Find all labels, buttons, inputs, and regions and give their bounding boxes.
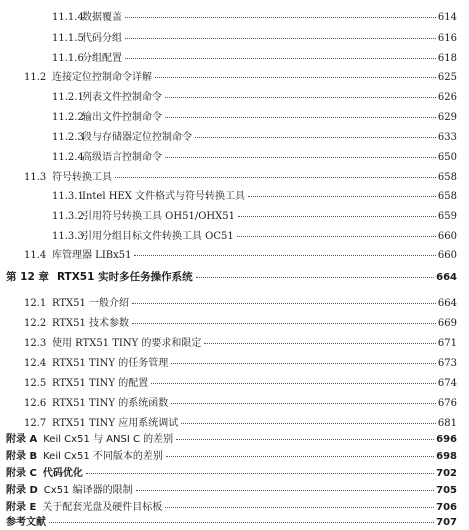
- toc-entry-page: 660: [437, 250, 457, 261]
- toc-appendix-entry: [6, 483, 457, 497]
- dot-leader: [125, 10, 436, 20]
- toc-entry: [52, 150, 457, 164]
- toc-entry: [24, 170, 457, 184]
- toc-entry-page: 618: [437, 53, 457, 64]
- toc-entry-page: 659: [437, 211, 457, 222]
- toc-entry-number: 附录 B: [6, 451, 38, 462]
- toc-entry-page: 664: [437, 298, 457, 309]
- dot-leader: [155, 70, 436, 80]
- toc-entry-title: 参考文献: [6, 517, 46, 528]
- dot-leader: [238, 209, 436, 219]
- toc-entry-number: 12.1: [24, 298, 47, 309]
- dot-leader: [165, 500, 434, 510]
- toc-entry: [24, 336, 457, 350]
- dot-leader: [171, 356, 436, 366]
- toc-entry-title: RTX51 TINY 应用系统调试: [52, 418, 179, 429]
- toc-entry: [24, 248, 457, 262]
- toc-entry-page: 626: [437, 92, 457, 103]
- toc-entry-title: RTX51 TINY 的配置: [52, 378, 149, 389]
- toc-entry-page: 660: [437, 231, 457, 242]
- toc-entry: [52, 229, 457, 243]
- toc-entry-number: 12.7: [24, 418, 47, 429]
- toc-entry-page: 706: [436, 502, 457, 513]
- toc-entry-page: 664: [436, 272, 457, 283]
- toc-entry-title: 输出文件控制命令: [82, 112, 162, 123]
- toc-entry: [52, 51, 457, 65]
- toc-entry-page: 658: [437, 191, 457, 202]
- toc-entry-title: 使用 RTX51 TINY 的要求和限定: [52, 338, 202, 349]
- toc-entry-title: 符号转换工具: [52, 172, 112, 183]
- dot-leader: [132, 296, 436, 306]
- toc-entry-number: 11.2.4: [52, 152, 84, 163]
- toc-entry-number: 12.5: [24, 378, 47, 389]
- toc-entry-number: 附录 C: [6, 468, 37, 479]
- toc-entry-number: 11.2.2: [52, 112, 84, 123]
- toc-references-entry: [6, 515, 457, 529]
- dot-leader: [165, 90, 436, 100]
- dot-leader: [204, 336, 436, 346]
- toc-entry-title: 列表文件控制命令: [82, 92, 162, 103]
- toc-entry-title: RTX51 实时多任务操作系统: [56, 271, 193, 283]
- toc-entry: [52, 10, 457, 24]
- toc-entry: [52, 31, 457, 45]
- toc-entry-number: 11.2.3: [52, 132, 84, 143]
- toc-entry-title: 段与存储器定位控制命令: [82, 132, 192, 143]
- toc-entry-number: 11.2: [24, 72, 47, 83]
- toc-entry-title: 数据覆盖: [82, 12, 122, 23]
- toc-entry-title: 代码优化: [42, 468, 83, 479]
- dot-leader: [86, 466, 434, 476]
- toc-appendix-entry: [6, 432, 457, 446]
- toc-entry-page: 681: [437, 418, 457, 429]
- toc-entry-number: 附录 D: [6, 485, 38, 496]
- toc-entry-page: 707: [436, 517, 457, 528]
- toc-entry-title: RTX51 一般介绍: [52, 298, 130, 309]
- dot-leader: [134, 248, 435, 258]
- toc-entry-page: 676: [437, 398, 457, 409]
- toc-entry-page: 698: [436, 451, 457, 462]
- toc-entry-number: 11.1.6: [52, 53, 84, 64]
- dot-leader: [166, 449, 434, 459]
- toc-entry: [52, 130, 457, 144]
- toc-entry-page: 671: [437, 338, 457, 349]
- toc-entry-page: 633: [437, 132, 457, 143]
- dot-leader: [132, 316, 436, 326]
- toc-entry-number: 12.4: [24, 358, 47, 369]
- toc-entry: [52, 209, 457, 223]
- dot-leader: [125, 51, 436, 61]
- toc-entry: [24, 70, 457, 84]
- toc-entry-title: Cx51 编译器的限制: [43, 485, 133, 496]
- toc-entry-title: Keil Cx51 与 ANSI C 的差别: [43, 434, 174, 445]
- toc-entry-page: 702: [436, 468, 457, 479]
- toc-entry-number: 第 12 章: [6, 271, 49, 283]
- toc-entry-number: 11.2.1: [52, 92, 84, 103]
- dot-leader: [115, 170, 436, 180]
- toc-entry-page: 696: [436, 434, 457, 445]
- toc-entry-number: 11.4: [24, 250, 47, 261]
- toc-entry-number: 11.1.4: [52, 12, 84, 23]
- dot-leader: [237, 229, 436, 239]
- dot-leader: [151, 376, 436, 386]
- toc-entry-page: 629: [437, 112, 457, 123]
- toc-entry: [24, 396, 457, 410]
- dot-leader: [136, 483, 435, 493]
- toc-entry-title: 引用分组目标文件转换工具 OC51: [82, 231, 234, 242]
- toc-entry-page: 669: [437, 318, 457, 329]
- toc-entry: [24, 356, 457, 370]
- toc-entry: [24, 376, 457, 390]
- toc-appendix-entry: [6, 466, 457, 480]
- dot-leader: [196, 270, 435, 280]
- toc-entry-number: 11.3.3: [52, 231, 84, 242]
- toc-entry-title: 代码分组: [82, 33, 122, 44]
- toc-entry-page: 650: [437, 152, 457, 163]
- toc-entry-number: 11.1.5: [52, 33, 84, 44]
- toc-entry-number: 11.3.2: [52, 211, 84, 222]
- toc-entry-page: 616: [437, 33, 457, 44]
- dot-leader: [165, 150, 436, 160]
- toc-entry-page: 614: [437, 12, 457, 23]
- toc-entry-number: 附录 A: [6, 434, 38, 445]
- dot-leader: [195, 130, 436, 140]
- toc-entry: [52, 110, 457, 124]
- toc-chapter-entry: [6, 270, 457, 284]
- toc-entry-number: 附录 E: [6, 502, 37, 513]
- dot-leader: [176, 432, 434, 442]
- toc-entry-title: 库管理器 LIBx51: [52, 250, 132, 261]
- toc-entry: [24, 416, 457, 430]
- toc-entry-number: 11.3.1: [52, 191, 84, 202]
- toc-appendix-entry: [6, 500, 457, 514]
- toc-entry-title: 高级语言控制命令: [82, 152, 162, 163]
- toc-entry-title: Keil Cx51 不同版本的差别: [43, 451, 163, 462]
- toc-entry: [24, 296, 457, 310]
- toc-entry-title: RTX51 TINY 的任务管理: [52, 358, 169, 369]
- toc-entry: [52, 90, 457, 104]
- toc-entry-number: 12.2: [24, 318, 47, 329]
- dot-leader: [181, 416, 436, 426]
- toc-entry-page: 705: [436, 485, 457, 496]
- toc-entry-number: 11.3: [24, 172, 47, 183]
- toc-entry-title: 分组配置: [82, 53, 122, 64]
- dot-leader: [125, 31, 436, 41]
- dot-leader: [165, 110, 436, 120]
- dot-leader: [248, 189, 436, 199]
- toc-entry-number: 12.6: [24, 398, 47, 409]
- dot-leader: [49, 515, 434, 525]
- toc-entry-page: 625: [437, 72, 457, 83]
- toc-entry-title: 连接定位控制命令详解: [52, 72, 152, 83]
- toc-entry-page: 673: [437, 358, 457, 369]
- toc-entry-title: RTX51 TINY 的系统函数: [52, 398, 169, 409]
- toc-entry-page: 658: [437, 172, 457, 183]
- toc-entry-number: 12.3: [24, 338, 47, 349]
- toc-entry-page: 674: [437, 378, 457, 389]
- toc-entry: [52, 189, 457, 203]
- toc-entry: [24, 316, 457, 330]
- dot-leader: [171, 396, 436, 406]
- toc-entry-title: Intel HEX 文件格式与符号转换工具: [82, 191, 246, 202]
- toc-appendix-entry: [6, 449, 457, 463]
- toc-entry-title: 关于配套光盘及硬件目标板: [42, 502, 163, 513]
- toc-entry-title: RTX51 技术参数: [52, 318, 130, 329]
- toc-entry-title: 引用符号转换工具 OH51/OHX51: [82, 211, 235, 222]
